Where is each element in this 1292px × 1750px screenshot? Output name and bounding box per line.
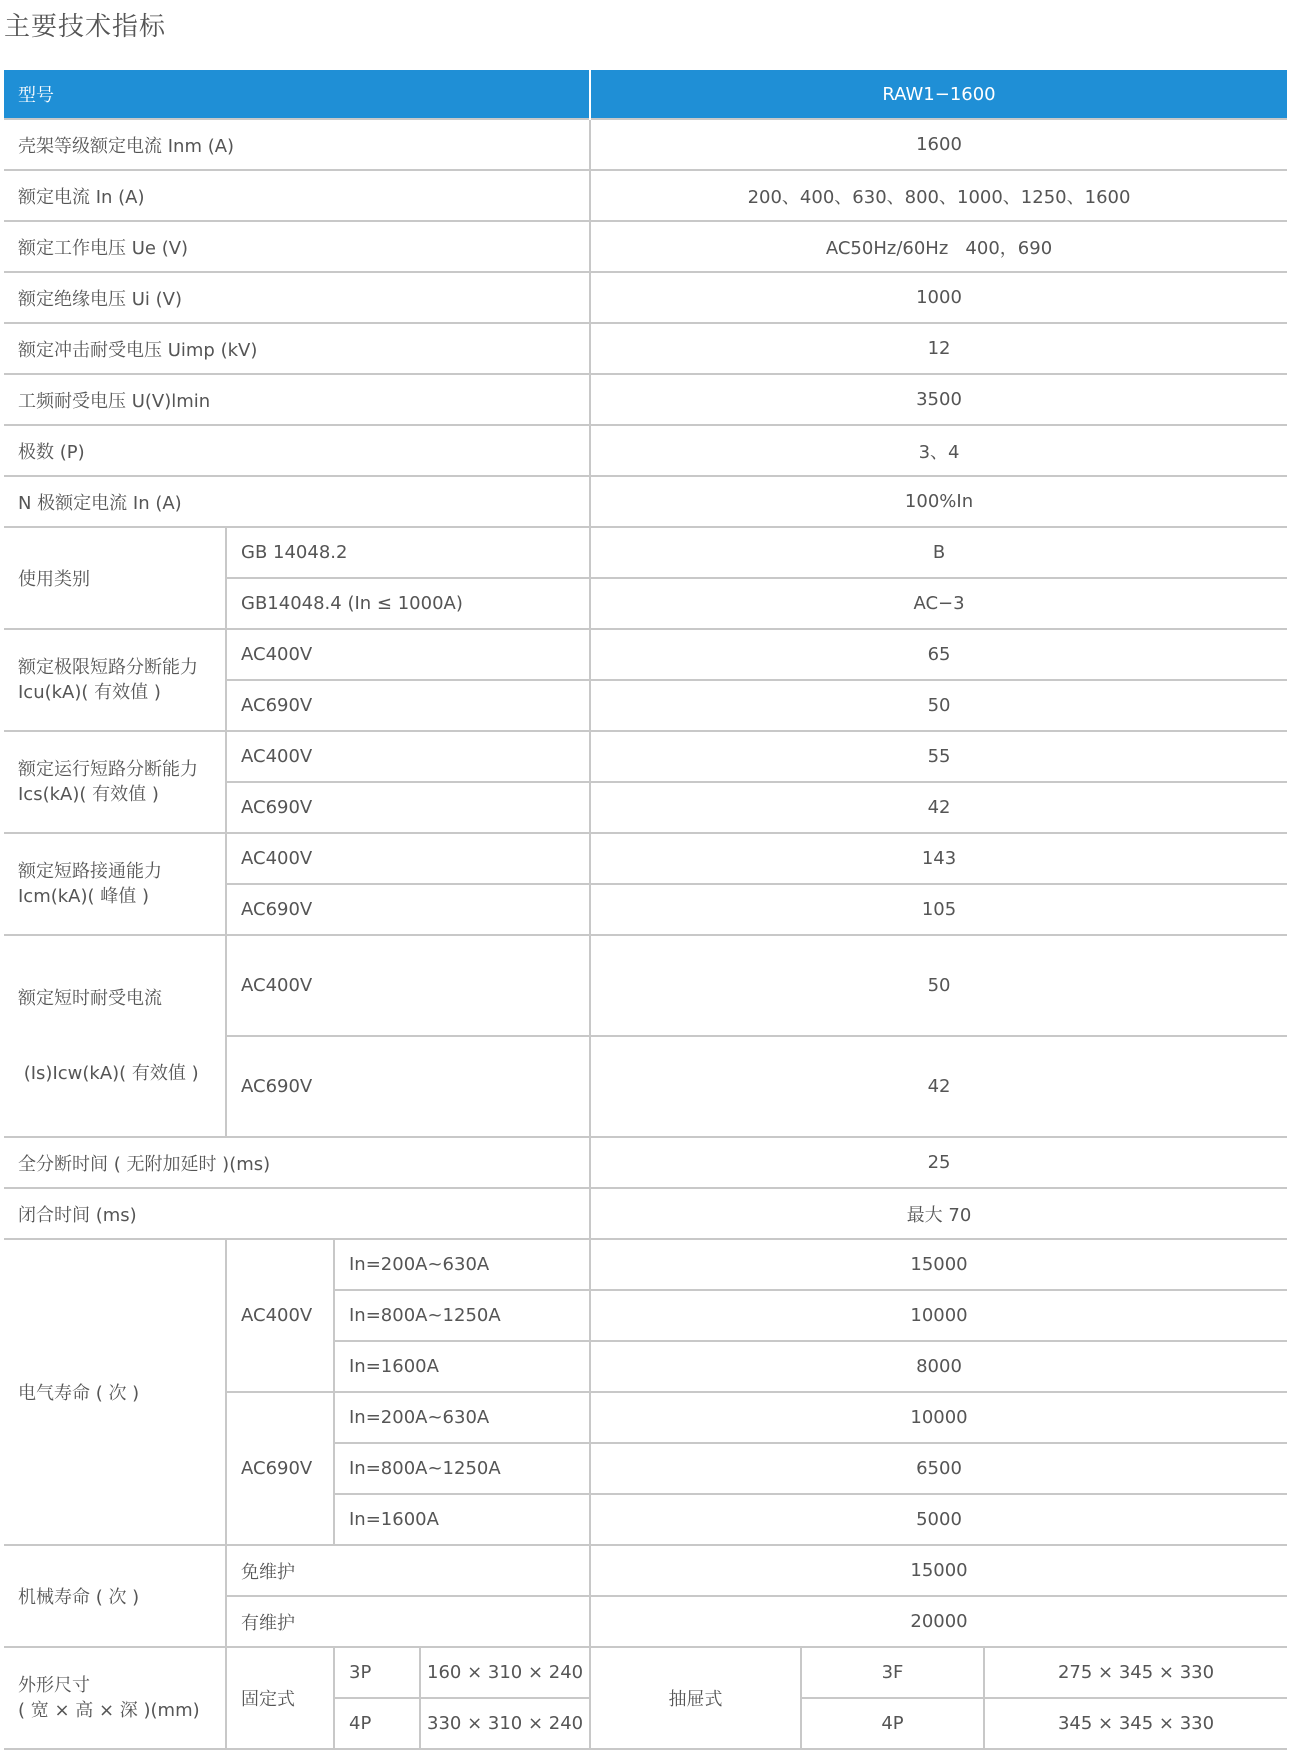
row-value: 143	[590, 833, 1287, 884]
row-value: AC50Hz/60Hz 400，690	[590, 221, 1287, 272]
table-row	[4, 935, 1287, 1036]
group-label: 机械寿命 ( 次 )	[4, 1545, 226, 1647]
sub-label: GB14048.4 (In ≤ 1000A)	[226, 578, 590, 629]
table-header-row	[4, 70, 1287, 119]
voltage-label: AC690V	[226, 1392, 334, 1545]
pole-label: 3P	[334, 1647, 420, 1698]
row-label: 全分断时间 ( 无附加延时 )(ms)	[4, 1137, 590, 1188]
row-label: 额定绝缘电压 Ui (V)	[4, 272, 590, 323]
group-label-line1: 额定运行短路分断能力	[18, 759, 198, 780]
row-value: 50	[590, 935, 1287, 1036]
row-value: 15000	[590, 1239, 1287, 1290]
pole-label: 4P	[334, 1698, 420, 1749]
table-row	[4, 1188, 1287, 1239]
sub-label: In=200A~630A	[334, 1239, 590, 1290]
group-label: 使用类别	[4, 527, 226, 629]
sub-label: AC400V	[226, 935, 590, 1036]
row-value: 3500	[590, 374, 1287, 425]
voltage-label: AC400V	[226, 1239, 334, 1392]
group-label	[4, 1647, 226, 1749]
table-row	[4, 1239, 1287, 1290]
table-row	[4, 374, 1287, 425]
sub-label: AC400V	[226, 629, 590, 680]
row-label: 壳架等级额定电流 Inm (A)	[4, 119, 590, 170]
mount-type-drawout: 抽屉式	[590, 1647, 801, 1749]
group-label	[4, 731, 226, 833]
page-title: 主要技术指标	[4, 12, 167, 42]
row-value: 8000	[590, 1341, 1287, 1392]
table-row	[4, 731, 1287, 782]
row-value: 50	[590, 680, 1287, 731]
table-row	[4, 425, 1287, 476]
spec-table	[4, 70, 1287, 1750]
group-label-line2: Icu(kA)( 有效值 )	[18, 682, 161, 703]
dimension-value: 160 × 310 × 240	[420, 1647, 590, 1698]
group-label-line2: ( 宽 × 高 × 深 )(mm)	[18, 1700, 200, 1721]
group-label	[4, 935, 226, 1137]
group-label-line1: 额定极限短路分断能力	[18, 657, 198, 678]
table-row	[4, 272, 1287, 323]
row-value: 10000	[590, 1290, 1287, 1341]
sub-label: AC690V	[226, 680, 590, 731]
row-value: 105	[590, 884, 1287, 935]
group-label	[4, 629, 226, 731]
group-label: 电气寿命 ( 次 )	[4, 1239, 226, 1545]
row-value: 10000	[590, 1392, 1287, 1443]
table-row	[4, 1137, 1287, 1188]
row-value: 100%In	[590, 476, 1287, 527]
row-label: 额定工作电压 Ue (V)	[4, 221, 590, 272]
group-label-line2: Icm(kA)( 峰值 )	[18, 886, 150, 907]
row-value: AC−3	[590, 578, 1287, 629]
group-label-line2: (Is)Icw(kA)( 有效值 )	[18, 1063, 199, 1084]
row-value: 42	[590, 1036, 1287, 1137]
row-value: 6500	[590, 1443, 1287, 1494]
table-row	[4, 527, 1287, 578]
sub-label: AC400V	[226, 731, 590, 782]
mount-type-fixed: 固定式	[226, 1647, 334, 1749]
dimension-value: 330 × 310 × 240	[420, 1698, 590, 1749]
table-row	[4, 119, 1287, 170]
row-value: 15000	[590, 1545, 1287, 1596]
row-value: 12	[590, 323, 1287, 374]
header-model-value: RAW1−1600	[590, 70, 1287, 119]
table-row	[4, 1647, 1287, 1698]
group-label-line2: Ics(kA)( 有效值 )	[18, 784, 159, 805]
sub-label: In=800A~1250A	[334, 1443, 590, 1494]
dimension-value: 275 × 345 × 330	[984, 1647, 1287, 1698]
group-label-line1: 额定短路接通能力	[18, 861, 162, 882]
table-row	[4, 833, 1287, 884]
row-value: 200、400、630、800、1000、1250、1600	[590, 170, 1287, 221]
table-row	[4, 323, 1287, 374]
row-value: 1000	[590, 272, 1287, 323]
group-label-line1: 额定短时耐受电流	[18, 988, 162, 1009]
sub-label: AC400V	[226, 833, 590, 884]
row-value: 20000	[590, 1596, 1287, 1647]
sub-label: In=1600A	[334, 1341, 590, 1392]
sub-label: 免维护	[226, 1545, 590, 1596]
sub-label: In=1600A	[334, 1494, 590, 1545]
pole-label: 4P	[801, 1698, 984, 1749]
row-label: 额定电流 In (A)	[4, 170, 590, 221]
row-label: N 极额定电流 In (A)	[4, 476, 590, 527]
row-value: 3、4	[590, 425, 1287, 476]
table-row	[4, 629, 1287, 680]
sub-label: AC690V	[226, 1036, 590, 1137]
sub-label: GB 14048.2	[226, 527, 590, 578]
sub-label: 有维护	[226, 1596, 590, 1647]
row-label: 闭合时间 (ms)	[4, 1188, 590, 1239]
sub-label: In=800A~1250A	[334, 1290, 590, 1341]
row-label: 工频耐受电压 U(V)lmin	[4, 374, 590, 425]
pole-label: 3F	[801, 1647, 984, 1698]
table-row	[4, 476, 1287, 527]
dimension-value: 345 × 345 × 330	[984, 1698, 1287, 1749]
table-row	[4, 170, 1287, 221]
row-value: 65	[590, 629, 1287, 680]
row-value: 25	[590, 1137, 1287, 1188]
row-label: 极数 (P)	[4, 425, 590, 476]
row-value: 1600	[590, 119, 1287, 170]
sub-label: AC690V	[226, 884, 590, 935]
row-value: 最大 70	[590, 1188, 1287, 1239]
row-value: 5000	[590, 1494, 1287, 1545]
row-value: B	[590, 527, 1287, 578]
sub-label: In=200A~630A	[334, 1392, 590, 1443]
row-label: 额定冲击耐受电压 Uimp (kV)	[4, 323, 590, 374]
group-label-line1: 外形尺寸	[18, 1675, 90, 1696]
header-model-label: 型号	[4, 70, 590, 119]
row-value: 42	[590, 782, 1287, 833]
table-row	[4, 1545, 1287, 1596]
group-label	[4, 833, 226, 935]
sub-label: AC690V	[226, 782, 590, 833]
table-row	[4, 221, 1287, 272]
row-value: 55	[590, 731, 1287, 782]
